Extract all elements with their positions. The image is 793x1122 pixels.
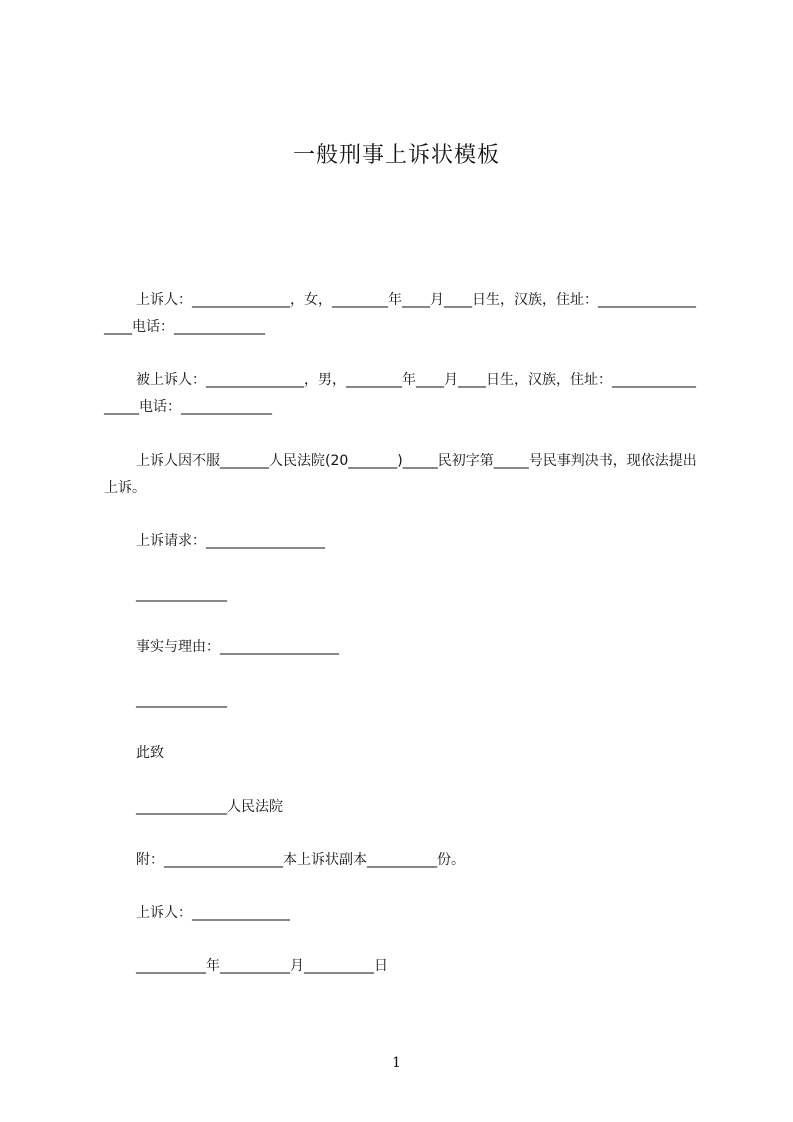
appellant-info: 上诉人：______________，女，________年____月____日生，汉族，住址：__________________电话：_____________	[104, 292, 696, 335]
appellee-info: 被上诉人：______________，男，________年____月____日生，汉族，住址：_________________电话：_____________	[104, 372, 696, 415]
document-title: 一般刑事上诉状模板	[292, 143, 500, 168]
salutation: 此致	[136, 745, 164, 761]
page-number: 1	[392, 1055, 401, 1071]
facts-and-reasons-blank: _____________	[136, 692, 227, 708]
appeal-statement: 上诉人因不服_______人民法院(20_______)_____民初字第_____号民事判决书，现依法提出上诉。	[104, 453, 697, 496]
appeal-request-label: 上诉请求：_________________	[136, 533, 325, 549]
facts-and-reasons-label: 事实与理由：_________________	[136, 639, 339, 655]
court-line: _____________人民法院	[136, 799, 283, 815]
attachment-line: 附：_________________本上诉状副本__________份。	[136, 852, 465, 868]
appeal-request-blank: _____________	[136, 586, 227, 602]
signature-line: 上诉人：______________	[136, 905, 290, 921]
date-line: __________年__________月__________日	[136, 958, 388, 974]
